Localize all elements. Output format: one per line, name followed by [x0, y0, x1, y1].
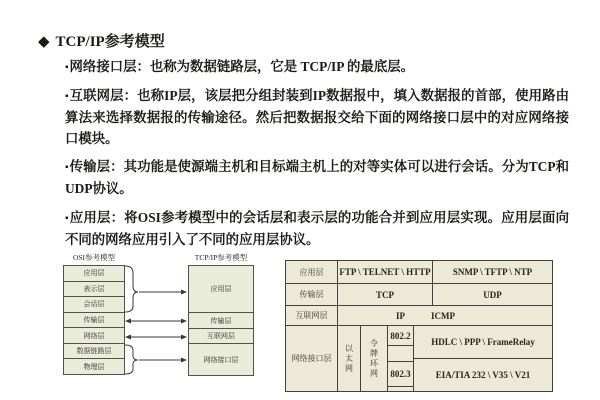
bullet-network-interface-layer: [65, 56, 569, 78]
osi-layer: 应用层: [63, 265, 125, 282]
arrowhead-icon: [125, 335, 131, 340]
table-row-internet: [286, 306, 553, 326]
ieee-spacer: [388, 346, 413, 362]
square-bullet-icon: ▪: [65, 62, 69, 73]
tcpip-layer: 网络接口层: [188, 343, 254, 376]
page-title-text: TCP/IP参考模型: [55, 34, 165, 50]
diamond-bullet-icon: ◆: [38, 34, 50, 50]
arrowhead-icon: [181, 319, 187, 324]
bullet-transport-layer: [65, 156, 569, 199]
icmp-label: ICMP: [431, 310, 455, 321]
row-label: 互联网层: [286, 306, 338, 326]
cell-ethernet: [338, 326, 361, 392]
arrowhead-icon: [181, 358, 187, 363]
bullet-text: 互联网层：也称IP层，该层把分组封装到IP数据报中，填入数据报的首部，使用路由算法来选择数据报的传输途径。然后把数据报交给下面的网络接口层中的对应网络接口模块。: [65, 88, 569, 146]
arrowhead-icon: [181, 290, 187, 295]
square-bullet-icon: ▪: [65, 91, 69, 102]
arrowhead-icon: [181, 335, 187, 340]
cell-ip-icmp: [338, 306, 553, 326]
square-bullet-icon: ▪: [65, 162, 69, 173]
ethernet-label: 以太网: [344, 343, 354, 374]
cell-tcp: TCP: [338, 284, 433, 306]
cell-app-udp-protocols: SNMP \ TFTP \ NTP: [433, 261, 553, 284]
brace-bottom-icon: [125, 345, 138, 374]
osi-layer: 表示层: [63, 281, 125, 298]
osi-layer: 网络层: [63, 327, 125, 344]
page-title: [38, 30, 165, 51]
cell-802-2: 802.2: [388, 326, 413, 346]
bullet-text: 网络接口层：也称为数据链路层，它是 TCP/IP 的最底层。: [69, 59, 414, 74]
square-bullet-icon: ▪: [65, 213, 69, 224]
tcpip-layer: 传输层: [188, 312, 254, 329]
cell-app-tcp-protocols: FTP \ TELNET \ HTTP: [338, 261, 433, 284]
ip-label: IP: [396, 310, 405, 321]
arrowhead-icon: [125, 319, 131, 324]
cell-wan-upper: HDLC \ PPP \ FrameRelay: [414, 326, 552, 359]
tcpip-model-title: TCP/IP参考模型: [194, 253, 248, 262]
token-ring-label: 令牌环网: [369, 338, 379, 379]
protocol-table: [285, 260, 553, 392]
osi-model-title: OSI参考模型: [72, 253, 116, 262]
ieee-column: [388, 326, 414, 392]
brace-top-icon: [125, 266, 138, 312]
bullet-application-layer: [65, 207, 569, 250]
tcpip-layer: 互联网层: [188, 328, 254, 344]
bullet-text: 传输层：其功能是使源端主机和目标端主机上的对等实体可以进行会话。分为TCP和UDP协议。: [65, 159, 569, 196]
table-row-network-interface: [286, 326, 553, 392]
cell-token-ring: [361, 326, 388, 392]
osi-layer: 物理层: [63, 358, 125, 375]
cell-802-3: 802.3: [388, 362, 413, 387]
cell-wan-lower: EIA/TIA 232 \ V35 \ V21: [435, 370, 531, 380]
tcpip-layer-stack: [188, 265, 254, 376]
osi-layer: 会话层: [63, 296, 125, 313]
table-row-application: [286, 261, 553, 284]
cell-udp: UDP: [433, 284, 553, 306]
osi-layer: 数据链路层: [63, 343, 125, 360]
wan-column: [414, 326, 553, 392]
ieee-spacer: [388, 387, 413, 391]
osi-layer-stack: [63, 265, 125, 375]
layer-mapping-connectors: [120, 250, 192, 385]
bullet-internet-layer: [65, 85, 569, 149]
bullet-text: 应用层：将OSI参考模型中的会话层和表示层的功能合并到应用层实现。应用层面向不同的网络应用引入了不同的应用层协议。: [65, 210, 569, 247]
osi-layer: 传输层: [63, 312, 125, 329]
row-label: 应用层: [286, 261, 338, 284]
row-label: 网络接口层: [286, 326, 338, 392]
row-label: 传输层: [286, 284, 338, 306]
tcpip-layer: 应用层: [188, 265, 254, 313]
table-row-transport: [286, 284, 553, 306]
